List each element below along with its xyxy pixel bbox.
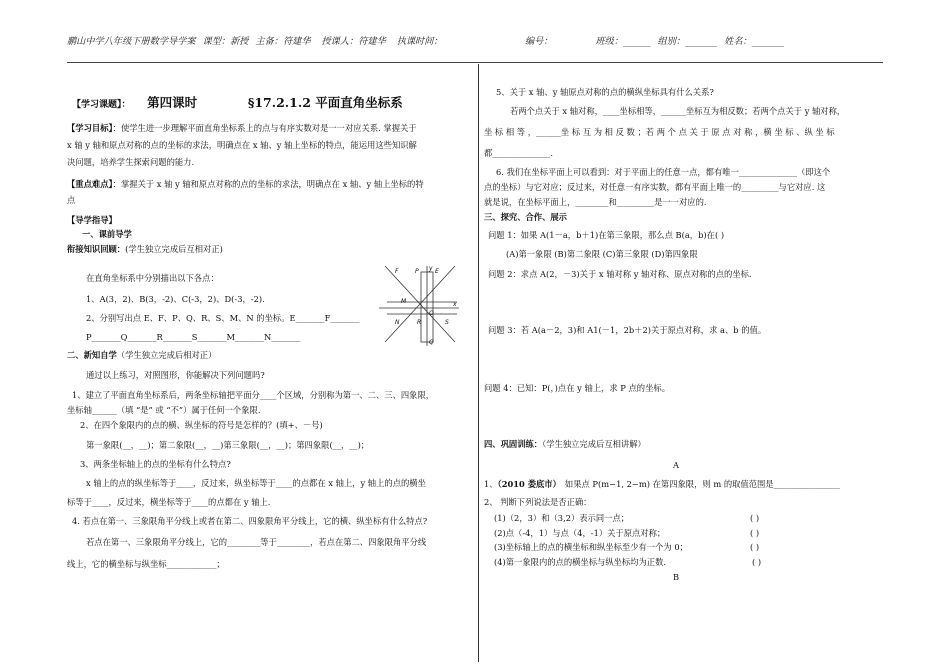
right-r5: 6. 我们在坐标平面上可以看到：对于平面上的任意一点，都有唯一______________（即这个 (496, 167, 831, 177)
answer-paren-1: ( ) (750, 513, 760, 523)
goals-label: 【学习目标】 (67, 123, 113, 133)
fig-label-m: M (401, 298, 407, 305)
column-divider (478, 64, 479, 662)
right-t1-source: （2010 娄底市） (497, 479, 561, 489)
guide-s9: 4. 若点在第一、三象限角平分线上或者在第二、四象限角平分线上，它的横、纵坐标有什么特点? (72, 516, 428, 526)
right-t2b: (2)点（-4，1）与点（4，-1）关于原点对称； (494, 528, 666, 538)
header-name: 姓名：_______ (724, 36, 784, 47)
keypoints-text-1: ：掌握关于 x 轴 y 轴和原点对称的点的坐标的求法，明确点在 x 轴、y 轴上坐标的特 (112, 179, 424, 189)
right-sec4-title: 四、巩固训练： (484, 439, 543, 449)
right-t1 (484, 480, 840, 490)
guide-s8: 标等于____，反过来，横坐标等于____的点都在 y 轴上. (67, 497, 271, 507)
right-sec4-note: （学生独立完成后互相讲解） (542, 439, 646, 449)
header-time: 执课时间： (396, 36, 443, 47)
guide-s11: 线上，它的横坐标与纵坐标____________； (67, 559, 225, 569)
lesson-title-line (72, 96, 403, 110)
header-class: 班级：______ (595, 36, 651, 47)
right-t1-num: 1、 (484, 479, 498, 489)
goals-line-2: x 轴 y 轴和原点对称的点的坐标的求法，明确点在 x 轴、y 轴上坐标的特点，能运用这些知识解 (67, 140, 417, 150)
guide-s5: 第一象限(__，__)；第二象限(__，__)第三象限(__，__)；第四象限(__，__)； (86, 440, 370, 450)
guide-sec2-title: 二、新知自学 (67, 350, 117, 360)
right-r1: 5、关于 x 轴、y 轴原点对称的点的横纵坐标具有什么关系? (496, 87, 714, 97)
header-number: 编号： (525, 36, 553, 47)
keypoints-line-1 (67, 180, 424, 190)
header-group: 组别：_______ (657, 36, 718, 47)
answer-paren-3: ( ) (750, 542, 760, 552)
keypoints-line-2: 点 (67, 195, 76, 205)
goals-line-3: 决问题，培养学生探索问题的能力. (67, 157, 195, 167)
right-r6: 点的坐标）与它对应；反过来，对任意一有序实数，都有平面上唯一的_________与它对应. 这 (484, 182, 826, 192)
answer-paren-2: ( ) (750, 528, 760, 538)
guide-l3: 2、分别写出点 E、F、P、Q、R、S、M、N 的坐标。E_______F_______ (86, 313, 360, 323)
right-r2: 若两个点关于 x 轴对称，____坐标相等，______坐标互为相反数；若两个点关于 y 轴对称， (510, 106, 846, 116)
goals-text-1: ：使学生进一步理解平面直角坐标系上的点与有序实数对是一一对应关系. 掌握关于 (112, 123, 417, 133)
right-mark-b: B (673, 572, 680, 582)
guide-link (67, 245, 223, 255)
header-divider (67, 62, 883, 63)
right-q1: 问题 1：如果 A(1－a，b＋1)在第三象限，那么点 B(a，b)在( ) (488, 230, 725, 240)
guide-s10: 若点在第一、三象限角平分线上，它的________等于________，若点在第二、四象限角平分线 (86, 537, 427, 547)
right-q2: 问题 2：求点 A(2，－3)关于 x 轴对称 y 轴对称、原点对称的点的坐标. (488, 269, 752, 279)
guide-l1: 在直角坐标系中分别描出以下各点： (86, 273, 219, 283)
header-teacher: 授课人：符建华 (321, 36, 386, 47)
keypoints-label: 【重点难点】 (67, 179, 113, 189)
header-editor: 主备：符建华 (255, 36, 311, 47)
right-mark-a: A (673, 460, 679, 470)
guide-s7: x 轴上的点的纵坐标等于____，反过来，纵坐标等于____的点都在 x 轴上，y 轴上的点的横坐 (86, 478, 426, 488)
header-right (525, 37, 784, 48)
coordinate-figure (373, 262, 461, 346)
right-t2d: (4)第一象限内的点的横坐标与纵坐标均为正数. (494, 557, 667, 567)
goals-line-1 (67, 124, 417, 134)
right-q4: 问题 4：已知：P(，)点在 y 轴上，求 P 点的坐标。 (484, 383, 670, 393)
right-t2: 2、 判断下列说法是否正确： (484, 497, 592, 507)
guide-s4: 2、在四个象限内的点的横、纵坐标的符号是怎样的？(填+、－号) (80, 420, 323, 430)
right-sec4 (484, 440, 646, 450)
fig-label-q: Q (429, 339, 434, 346)
fig-label-s: S (445, 319, 449, 326)
guide-sec2-note: （学生独立完成后相对正） (116, 350, 217, 360)
guide-sec1: 一、课前导学 (82, 229, 132, 239)
lesson-label: 【学习课题】： (72, 100, 131, 110)
guide-link-label: 衔接知识回顾： (67, 244, 126, 254)
header-type: 课型：新授 (202, 36, 249, 47)
guide-s2: 1、建立了平面直角坐标系后，两条坐标轴把平面分____个区域，分别称为第一、二、三、四象限， (72, 390, 435, 400)
fig-label-e: E (435, 268, 439, 275)
fig-label-f: F (395, 268, 399, 275)
fig-label-r: R (417, 319, 422, 326)
guide-l4: P_______Q_______R_______S_______M_______N_______ (86, 332, 301, 342)
guide-sec2 (67, 351, 216, 361)
guide-label: 【导学指导】 (67, 215, 117, 225)
lesson-period: 第四课时 (147, 95, 198, 110)
header-bar (67, 37, 443, 48)
guide-link-note: (学生独立完成后互相对正) (125, 244, 223, 254)
lesson-title: §17.2.1.2 平面直角坐标系 (247, 95, 403, 110)
right-r4: 都______________. (484, 148, 554, 158)
answer-paren-4: ( ) (752, 557, 762, 567)
right-q3: 问题 3：若 A(a－2，3)和 A1(－1，2b＋2)关于原点对称，求 a、b 的值。 (488, 325, 767, 335)
right-t2c: (3)坐标轴上的点的横坐标和纵坐标至少有一个为 0； (494, 542, 688, 552)
fig-label-o: O (429, 310, 434, 317)
right-t1-text: 如果点 P(m−1, 2−m) 在第四象限，则 m 的取值范围是________________ (564, 479, 840, 489)
right-t2a: (1)（2，3）和（3,2）表示同一点； (494, 513, 630, 523)
right-r7: 就是说，在坐标平面上，________和_________是一一对应的. (484, 197, 707, 207)
right-q1-options: (A)第一象限 (B)第二象限 (C)第三象限 (D)第四象限 (506, 249, 698, 259)
guide-s1: 通过以上练习，对照图形，你能解决下列问题吗? (86, 370, 265, 380)
fig-label-p: P (415, 268, 419, 275)
guide-l2: 1、A(3，2)、B(3，-2)、C(-3，2)、D(-3，-2). (86, 294, 265, 304)
right-r3: 坐 标 相 等 ，______坐 标 互 为 相 反 数 ；若 两 个 点 关 于 原 点 对 称 ，横 坐 标 、纵 坐 标 (484, 127, 835, 137)
header-school: 鹏山中学八年级下册数学导学案 (67, 36, 196, 47)
right-sec3: 三、探究、合作、展示 (484, 212, 567, 222)
fig-label-y: y (429, 265, 433, 272)
fig-label-x: x (453, 301, 457, 308)
fig-label-n: N (395, 319, 400, 326)
guide-s6: 3、两条坐标轴上的点的坐标有什么特点? (80, 459, 231, 469)
guide-s3: 坐标轴______（填 “是” 或 “不”）属于任何一个象限. (67, 405, 261, 415)
